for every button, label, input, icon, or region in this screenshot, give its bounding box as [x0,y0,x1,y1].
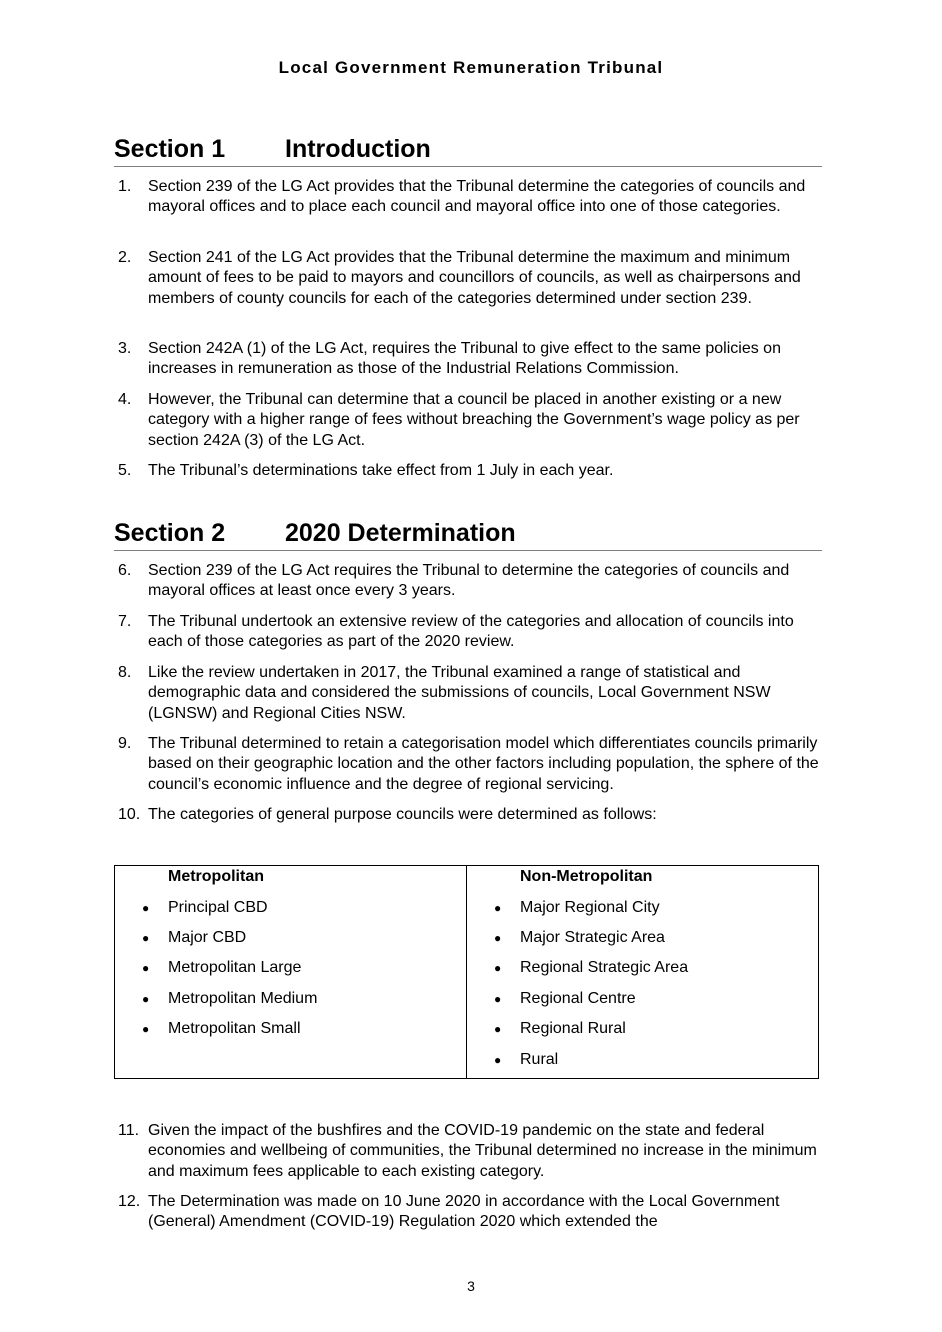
column-heading: Non-Metropolitan [520,868,653,885]
column-divider [466,866,467,1078]
paragraph-number: 2. [118,249,132,266]
category-item: ● Metropolitan Medium [142,990,318,1007]
category-item: ● Regional Rural [494,1020,626,1037]
paragraph-number: 3. [118,340,132,357]
paragraph-text: The Tribunal undertook an extensive review of the categories and allocation of councils into each of those categories as part of the 2020 review. [148,613,794,651]
section-number: Section 1 [114,135,226,163]
category-item: ● Major CBD [142,929,247,946]
paragraph-text: However, the Tribunal can determine that a council be placed in another existing or a new category with a higher range of fees without breaching the Government’s wage policy as per section 242A (3) of the LG Act. [148,391,800,449]
numbered-paragraph [118,805,823,825]
paragraph-number: 6. [118,562,132,579]
paragraph-number: 7. [118,613,132,630]
council-categories-table [114,865,819,1079]
category-item: ● Major Strategic Area [494,929,665,946]
section-title: 2020 Determination [285,519,516,547]
category-item: ● Regional Strategic Area [494,959,689,976]
bullet-icon: ● [142,1022,150,1036]
paragraph-text: Section 239 of the LG Act provides that the Tribunal determine the categories of councils and mayoral offices and to place each council and mayoral office into one of those categories. [148,178,806,216]
numbered-paragraph [118,734,823,795]
bullet-icon: ● [494,1022,502,1036]
paragraph-text: The Determination was made on 10 June 2020 in accordance with the Local Government (General) Amendment (COVID-19) Regulation 2020 which extended the [148,1193,780,1231]
category-item: ● Regional Centre [494,990,636,1007]
bullet-icon: ● [494,901,502,915]
bullet-icon: ● [494,1053,502,1067]
bullet-icon: ● [494,961,502,975]
paragraph-text: Section 241 of the LG Act provides that the Tribunal determine the maximum and minimum amount of fees to be paid to mayors and councillors of councils, as well as chairpersons and members of county councils for each of the categories determined under section 239. [148,249,801,307]
paragraph-text: Given the impact of the bushfires and the COVID-19 pandemic on the state and federal economies and wellbeing of communities, the Tribunal determined no increase in the minimum and maximum fees applicable to each existing category. [148,1122,817,1180]
numbered-paragraph [118,561,823,602]
bullet-icon: ● [142,961,150,975]
numbered-paragraph [118,1121,823,1182]
numbered-paragraph [118,663,823,724]
section-title: Introduction [285,135,431,163]
category-item: ● Metropolitan Large [142,959,302,976]
bullet-icon: ● [142,901,150,915]
numbered-paragraph [118,339,823,380]
section-1-heading [114,134,822,167]
category-item: ● Principal CBD [142,899,268,916]
paragraph-number: 4. [118,391,132,408]
numbered-paragraph [118,461,823,481]
bullet-icon: ● [142,931,150,945]
paragraph-number: 11. [118,1122,140,1139]
category-item: ● Major Regional City [494,899,660,916]
numbered-paragraph [118,1192,823,1233]
bullet-icon: ● [142,992,150,1006]
bullet-icon: ● [494,992,502,1006]
bullet-icon: ● [494,931,502,945]
paragraph-number: 12. [118,1193,141,1210]
paragraph-text: The Tribunal’s determinations take effect from 1 July in each year. [148,462,614,479]
paragraph-number: 5. [118,462,132,479]
paragraph-number: 10. [118,806,141,823]
section-2-heading [114,518,822,551]
paragraph-text: Section 242A (1) of the LG Act, requires the Tribunal to give effect to the same policies on increases in remuneration as those of the Industrial Relations Commission. [148,340,781,378]
numbered-paragraph [118,390,823,451]
paragraph-number: 8. [118,664,132,681]
numbered-paragraph [118,177,823,218]
paragraph-text: The categories of general purpose councils were determined as follows: [148,806,657,823]
page-number: 3 [467,1278,475,1294]
numbered-paragraph [118,248,823,309]
section-number: Section 2 [114,519,226,547]
paragraph-number: 9. [118,735,132,752]
running-header: Local Government Remuneration Tribunal [278,58,664,77]
paragraph-text: Section 239 of the LG Act requires the Tribunal to determine the categories of councils and mayoral offices at least once every 3 years. [148,562,790,600]
category-item: ● Metropolitan Small [142,1020,301,1037]
paragraph-text: Like the review undertaken in 2017, the Tribunal examined a range of statistical and demographic data and considered the submissions of councils, Local Government NSW (LGNSW) and Regional Cities NSW. [148,664,771,722]
paragraph-text: The Tribunal determined to retain a categorisation model which differentiates councils primarily based on their geographic location and the other factors including population, the sphere of the council’s economic influence and the degree of regional servicing. [148,735,819,793]
category-item: ● Rural [494,1051,559,1068]
paragraph-number: 1. [118,178,132,195]
numbered-paragraph [118,612,823,653]
column-heading: Metropolitan [168,868,264,885]
